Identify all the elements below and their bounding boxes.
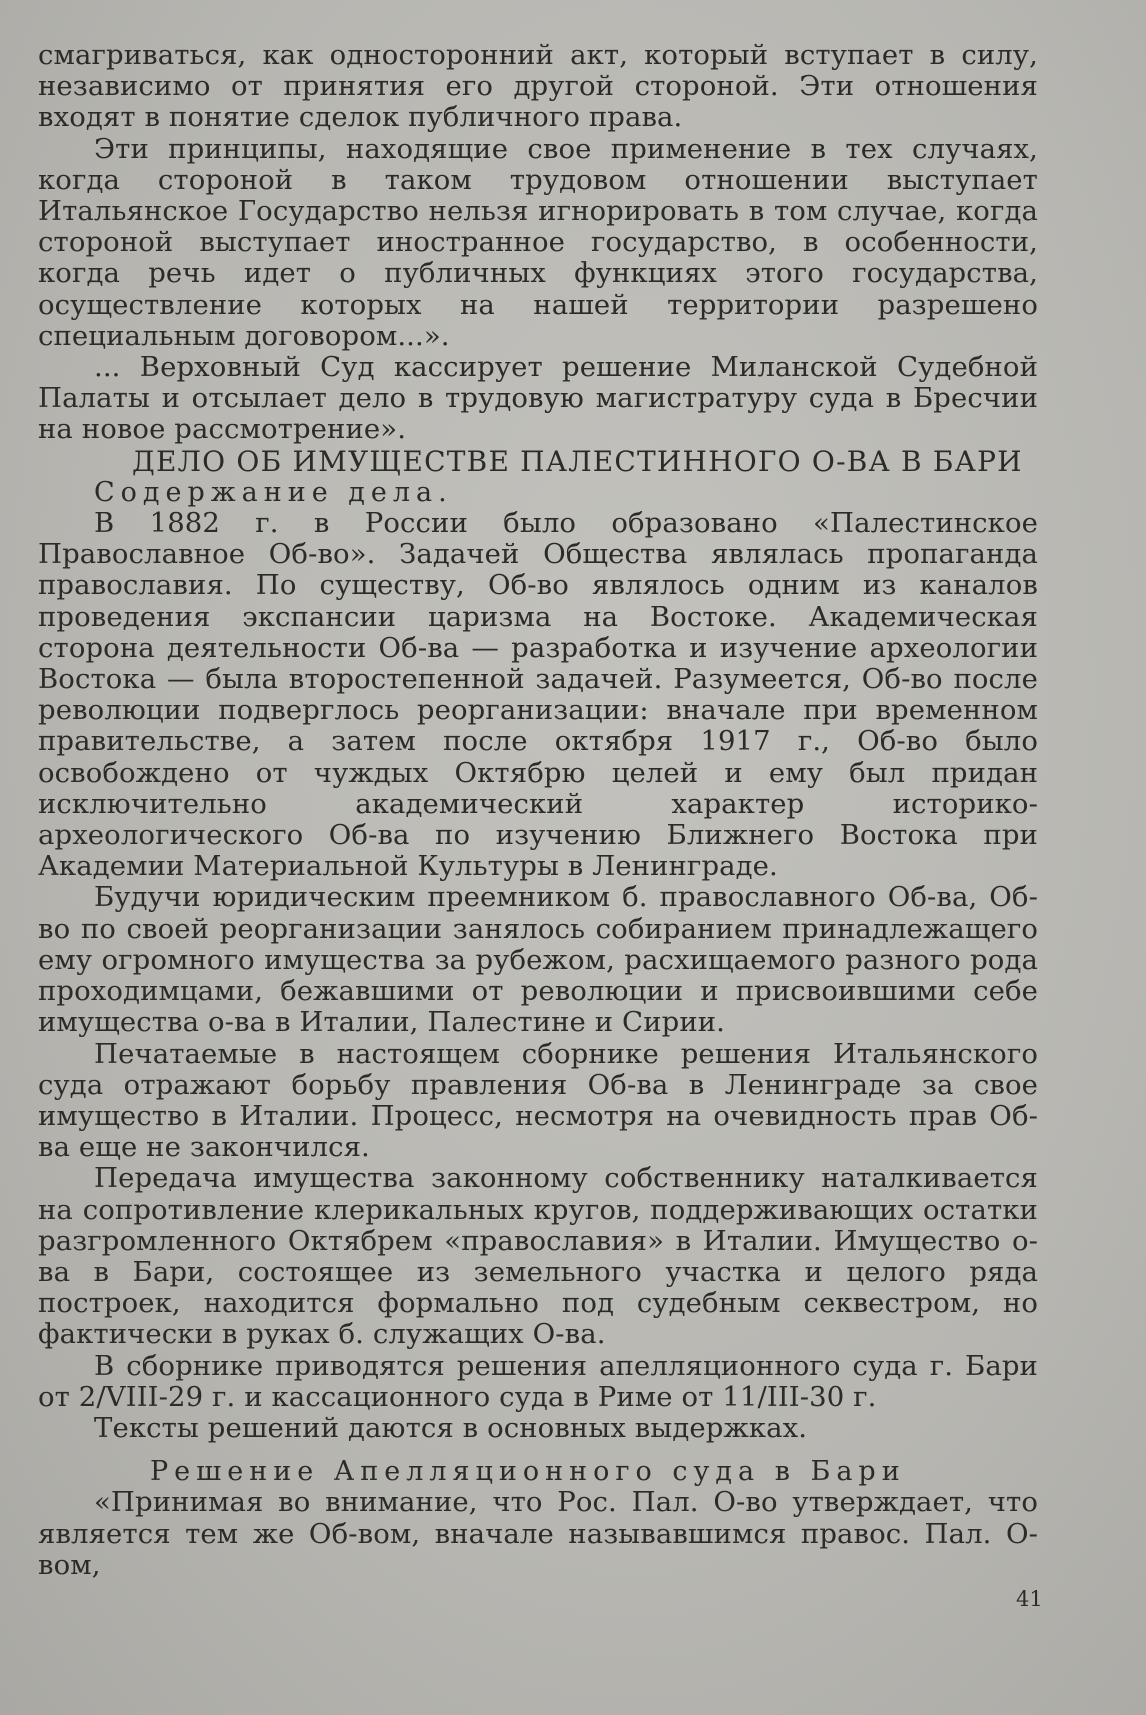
paragraph-continuation: смагриваться, как односторонний акт, который вступает в силу, независимо от принятия его другой стороной. Эти отношения входят в понятие сделок публичного права. [38,39,1038,134]
decision-heading: Решение Апелляционного суда в Бари [150,1456,906,1488]
paragraph-successor: Будучи юридическим преемником б. православного Об-ва, Об-во по своей реорганизации занялось собиранием принадлежащего ему огромного имущества за рубежом, расхищаемого разного рода проходимцами, бежавшими от революции и присвоившими себе имущества о-ва в Италии, Палестине и Сирии. [38,881,1038,1039]
paragraph-transfer: Передача имущества законному собственнику наталкивается на сопротивление клерикальных кругов, поддерживающих остатки разгромленного Октябрем «православия» в Италии. Имущество о-ва в Бари, состоящее из земельного участка и целого ряда построек, находится формально под судебным секвестром, но фактически в руках б. служащих О-ва. [38,1162,1038,1351]
paragraph-collection: В сборнике приводятся решения апелляционного суда г. Бари от 2/VIII-29 г. и кассационного суда в Риме от 11/III-30 г. [38,1349,1038,1413]
content-heading: Содержание дела. [94,476,453,508]
page-text [38,40,1038,1581]
page-number: 41 [1016,1587,1043,1611]
paragraph-decision-start: «Принимая во внимание, что Рос. Пал. О-во утверждает, что является тем же Об-вом, вначале называвшимся правос. Пал. О-вом, [38,1486,1038,1581]
paragraph-principles: Эти принципы, находящие свое применение в тех случаях, когда стороной в таком трудовом отношении выступает Итальянское Государство нельзя игнорировать в том случае, когда стороной выступает иностранное государство, в особенности, когда речь идет о публичных функциях этого государства, осуществление которых на нашей территории разрешено специальным договором...». [38,132,1038,352]
paragraph-supreme-court: ... Верховный Суд кассирует решение Миланской Судебной Палаты и отсылает дело в трудовую магистратуру суда в Бресчии на новое рассмотрение». [38,351,1038,446]
paragraph-decisions: Печатаемые в настоящем сборнике решения Итальянского суда отражают борьбу правления Об-ва в Ленинграде за свое имущество в Италии. Процесс, несмотря на очевидность прав Об-ва еще не закончился. [38,1037,1038,1164]
case-title: ДЕЛО ОБ ИМУЩЕСТВЕ ПАЛЕСТИННОГО О-ВА В БАРИ [132,444,1023,478]
paragraph-history: В 1882 г. в России было образовано «Палестинское Православное Об-во». Задачей Общества являлась пропаганда православия. По существу, Об-во являлось одним из каналов проведения экспансии царизма на Востоке. Академическая сторона деятельности Об-ва — разработка и изучение археологии Востока — была второстепенной задачей. Разумеется, Об-во после революции подверглось реорганизации: вначале при временном правительстве, а затем после октября 1917 г., Об-во было освобождено от чуждых Октябрю целей и ему был придан исключительно академический характер историко-археологического Об-ва по изучению Ближнего Востока при Академии Материальной Культуры в Ленинграде. [38,507,1038,883]
paragraph-texts: Тексты решений даются в основных выдержках. [94,1411,808,1444]
